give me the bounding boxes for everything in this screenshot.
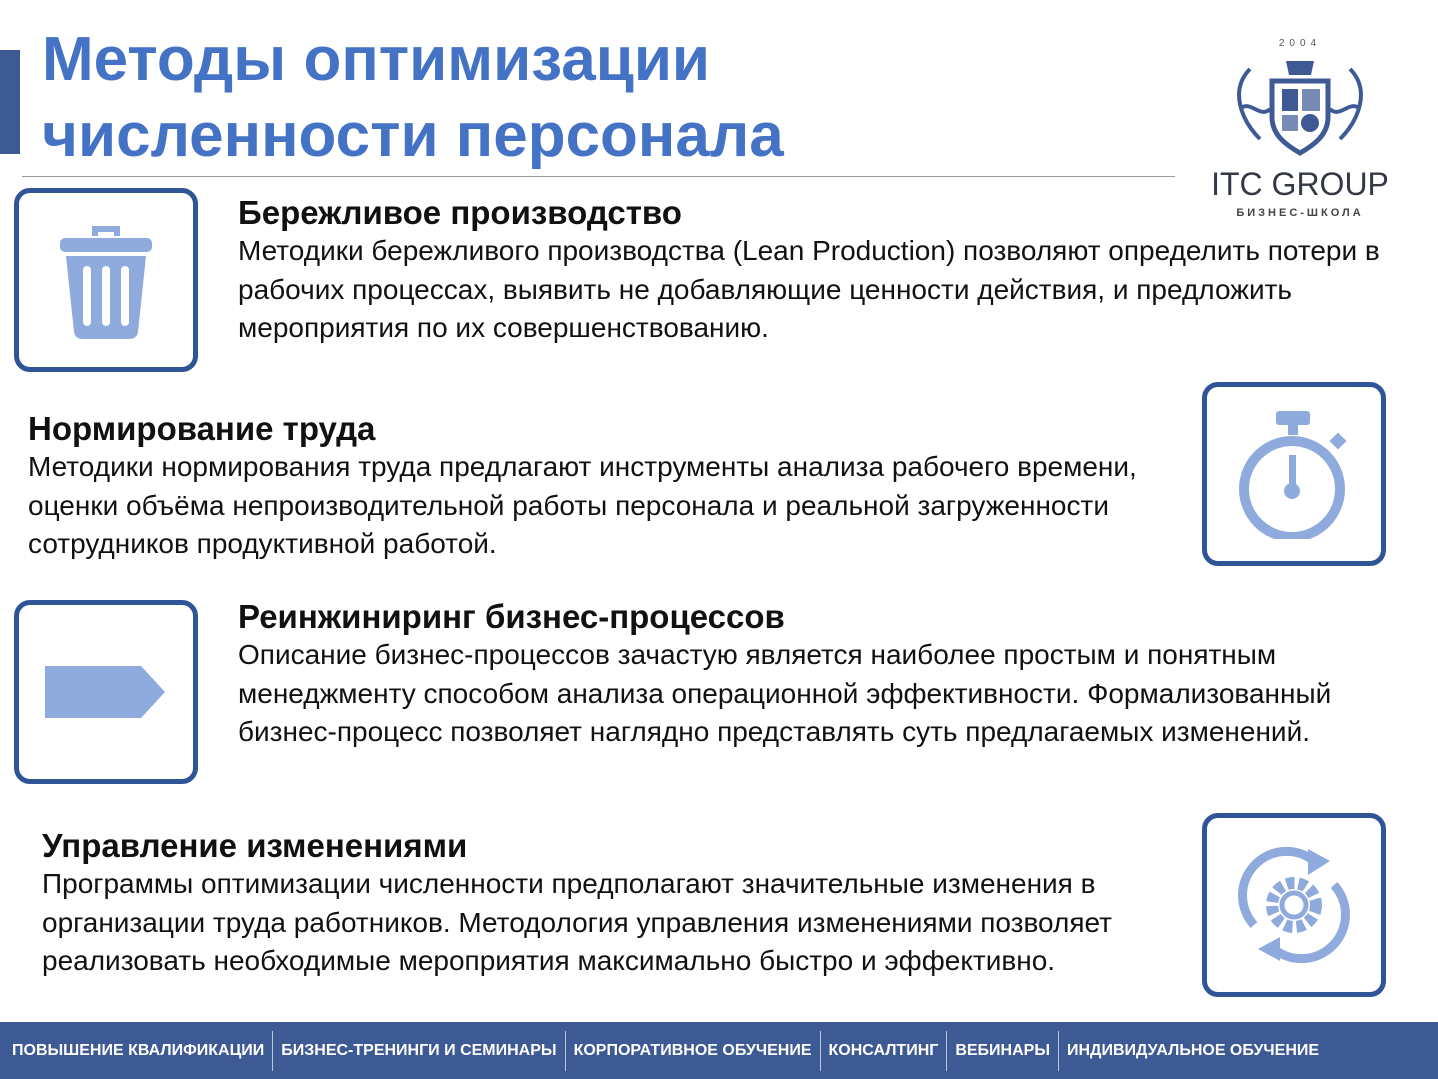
section-heading: Нормирование труда: [28, 410, 376, 447]
footer-link-webinars[interactable]: ВЕБИНАРЫ: [946, 1031, 1058, 1071]
section-text: Методики нормирования труда предлагают инструменты анализа рабочего времени, оценки объёма непроизводительной работы персонала и реальной загруженности сотрудников продуктивной работой.: [28, 451, 1137, 559]
section-text: Программы оптимизации численности предполагают значительные изменения в организации труда работников. Методология управления изменениями позволяет реализовать необходимые мероприятия максимально быстро и эффективно.: [42, 868, 1112, 976]
section-bpr: [238, 598, 1433, 752]
gear-cycle-icon: [1234, 845, 1354, 965]
itc-group-logo: [1200, 38, 1400, 219]
footer-link-individual[interactable]: ИНДИВИДУАЛЬНОЕ ОБУЧЕНИЕ: [1058, 1031, 1327, 1071]
section-text: Методики бережливого производства (Lean Production) позволяют определить потери в рабочих процессах, выявить не добавляющие ценности действия, и предложить мероприятия по их совершенствованию.: [238, 235, 1380, 343]
stopwatch-icon-frame: [1202, 382, 1386, 566]
trash-icon-frame: [14, 188, 198, 372]
footer-link-qualification[interactable]: ПОВЫШЕНИЕ КВАЛИФИКАЦИИ: [12, 1041, 265, 1059]
gear-cycle-icon-frame: [1202, 813, 1386, 997]
logo-subtitle: БИЗНЕС-ШКОЛА: [1236, 207, 1364, 219]
process-arrow-icon-frame: [14, 600, 198, 784]
stopwatch-icon: [1234, 409, 1354, 539]
coat-of-arms-icon: [1230, 49, 1370, 159]
logo-year: 2004: [1278, 38, 1322, 49]
section-heading: Управление изменениями: [42, 827, 468, 864]
footer-link-consulting[interactable]: КОНСАЛТИНГ: [820, 1031, 947, 1071]
logo-name: ITC GROUP: [1211, 166, 1389, 202]
title-line-2: численности персонала: [42, 101, 784, 170]
title-line-1: Методы оптимизации: [42, 25, 711, 94]
title-accent-bar: [0, 50, 20, 154]
footer-link-corporate[interactable]: КОРПОРАТИВНОЕ ОБУЧЕНИЕ: [565, 1031, 820, 1071]
trash-icon: [56, 220, 156, 340]
section-labor-rationing: [28, 410, 1188, 564]
footer-nav: [0, 1022, 1438, 1079]
section-heading: Реинжиниринг бизнес-процессов: [238, 598, 785, 635]
section-lean-production: [238, 194, 1418, 348]
section-heading: Бережливое производство: [238, 194, 682, 231]
process-arrow-icon: [41, 662, 171, 722]
page-title: [42, 22, 784, 174]
section-change-management: [42, 827, 1142, 981]
section-text: Описание бизнес-процессов зачастую является наиболее простым и понятным менеджменту способом анализа операционной эффективности. Формализованный бизнес-процесс позволяет наглядно представлять суть предлагаемых изменений.: [238, 639, 1332, 747]
footer-link-trainings[interactable]: БИЗНЕС-ТРЕНИНГИ И СЕМИНАРЫ: [272, 1031, 564, 1071]
title-divider: [22, 176, 1175, 177]
